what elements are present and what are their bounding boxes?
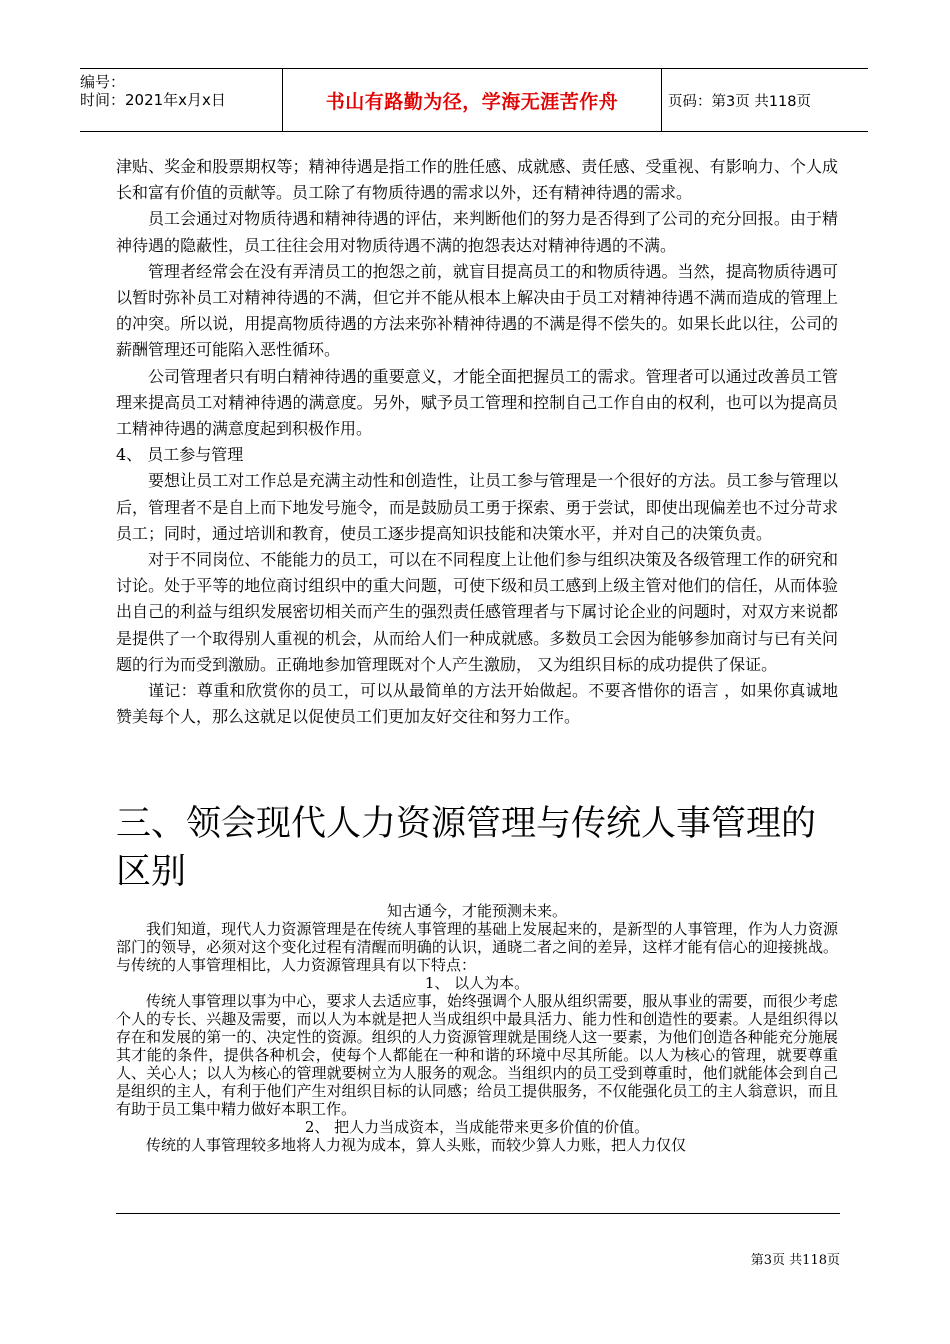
point-heading: 2、 把人力当成资本，当成能带来更多价值的价值。 bbox=[304, 1118, 650, 1136]
paragraph: 对于不同岗位、不能能力的员工，可以在不同程度上让他们参与组织决策及各级管理工作的研究和讨论。处于平等的地位商讨组织中的重大问题，可使下级和员工感到上级主管对他们的信任，从而体验出自己的利益与组织发展密切相关而产生的强烈责任感管理者与下属讨论企业的问题时，对双方来说都是提供了一个取得别人重视的机会，从而给人们一种成就感。多数员工会因为能够参加商讨与已有关问题的行为而受到激励。正确地参加管理既对个人产生激励， 又为组织目标的成功提供了保证。 bbox=[116, 550, 838, 674]
page-header bbox=[80, 68, 868, 132]
quote: 知古通今，才能预测未来。 bbox=[386, 902, 567, 920]
section-title: 三、领会现代人力资源管理与传统人事管理的区别 bbox=[116, 804, 817, 892]
header-motto-cell bbox=[282, 69, 662, 131]
paragraph: 我们知道，现代人力资源管理是在传统人事管理的基础上发展起来的，是新型的人事管理，作为人力资源部门的领导，必须对这个变化过程有清醒而明确的认识，通晓二者之间的差异，这样才能有信心的迎接挑战。与传统的人事管理相比，人力资源管理具有以下特点： bbox=[116, 920, 838, 974]
paragraph: 管理者经常会在没有弄清员工的抱怨之前，就盲目提高员工的和物质待遇。当然，提高物质待遇可以暂时弥补员工对精神待遇的不满，但它并不能从根本上解决由于员工对精神待遇不满而造成的管理上的冲突。所以说，用提高物质待遇的方法来弥补精神待遇的不满是得不偿失的。如果长此以往，公司的薪酬管理还可能陷入恶性循环。 bbox=[116, 261, 838, 360]
paragraph: 公司管理者只有明白精神待遇的重要意义，才能全面把握员工的需求。管理者可以通过改善员工管理来提高员工对精神待遇的满意度。另外，赋予员工管理和控制自己工作自由的权利，也可以为提高员工精神待遇的满意度起到积极作用。 bbox=[116, 366, 838, 439]
footer-page-number: 第3页 共118页 bbox=[750, 1253, 840, 1268]
header-motto: 书山有路勤为径，学海无涯苦作舟 bbox=[325, 90, 619, 113]
document-date: 时间：2021年x月x日 bbox=[80, 91, 226, 109]
document-number: 编号： bbox=[80, 73, 126, 91]
paragraph: 津贴、奖金和股票期权等；精神待遇是指工作的胜任感、成就感、责任感、受重视、有影响力、个人成长和富有价值的贡献等。员工除了有物质待遇的需求以外，还有精神待遇的需求。 bbox=[116, 157, 838, 203]
header-page-number: 页码：第3页 共118页 bbox=[668, 93, 812, 110]
subheading-employee-participation: 4、 员工参与管理 bbox=[116, 445, 244, 465]
paragraph: 传统的人事管理较多地将人力视为成本，算人头账，而较少算人力账，把人力仅仅 bbox=[146, 1136, 687, 1154]
header-meta bbox=[80, 69, 280, 135]
header-page-cell bbox=[662, 69, 874, 131]
paragraph: 谨记：尊重和欣赏你的员工，可以从最简单的方法开始做起。不要吝惜你的语言 ，如果你真诚地赞美每个人，那么这就足以促使员工们更加友好交往和努力工作。 bbox=[116, 681, 838, 727]
section2-body bbox=[116, 902, 838, 1154]
footer-divider bbox=[116, 1213, 840, 1214]
paragraph: 传统人事管理以事为中心，要求人去适应事，始终强调个人服从组织需要，服从事业的需要，而很少考虑个人的专长、兴趣及需要，而以人为本就是把人当成组织中最具活力、能力性和创造性的要素。人是组织得以存在和发展的第一的、决定性的资源。组织的人力资源管理就是围绕人这一要素，为他们创造各种能充分施展其才能的条件，提供各种机会，使每个人都能在一种和谐的环境中尽其所能。以人为核心的管理，就要尊重人、关心人；以人为核心的管理就要树立为人服务的观念。当组织内的员工受到尊重时，他们就能体会到自己是组织的主人，有利于他们产生对组织目标的认同感；给员工提供服务，不仅能强化员工的主人翁意识，而且有助于员工集中精力做好本职工作。 bbox=[116, 992, 838, 1118]
paragraph: 要想让员工对工作总是充满主动性和创造性，让员工参与管理是一个很好的方法。员工参与管理以后，管理者不是自上而下地发号施令，而是鼓励员工勇于探索、勇于尝试，即使出现偏差也不过分苛求员工；同时，通过培训和教育，使员工逐步提高知识技能和决策水平，并对自己的决策负责。 bbox=[116, 471, 838, 543]
point-heading: 1、 以人为本。 bbox=[424, 974, 530, 992]
section1-body bbox=[116, 154, 838, 730]
paragraph: 员工会通过对物质待遇和精神待遇的评估，来判断他们的努力是否得到了公司的充分回报。由于精神待遇的隐蔽性，员工往往会用对物质待遇不满的抱怨表达对精神待遇的不满。 bbox=[116, 209, 838, 255]
